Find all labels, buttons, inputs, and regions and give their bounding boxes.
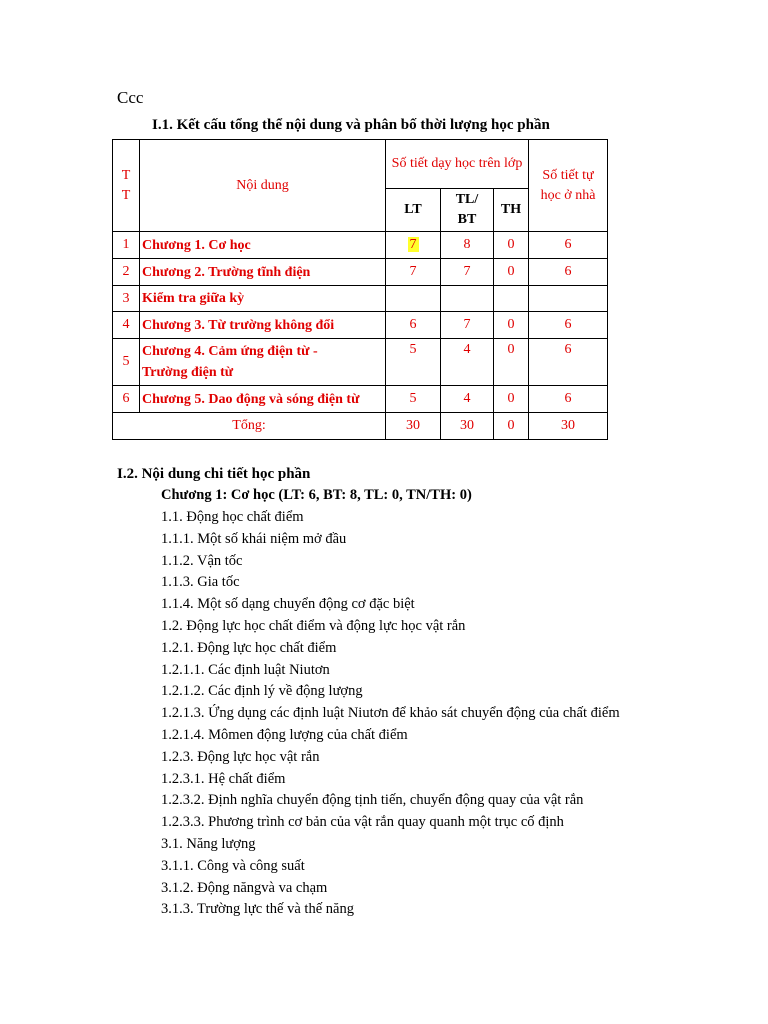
row-th bbox=[494, 339, 529, 386]
header-lt: LT bbox=[386, 189, 441, 232]
row-lt bbox=[386, 386, 441, 413]
row-content-text: Kiểm tra giữa kỳ bbox=[142, 291, 245, 306]
row-number-text: 1 bbox=[122, 237, 130, 252]
row-home bbox=[529, 312, 608, 339]
header-content: Nội dung bbox=[140, 140, 386, 232]
outline-item: 3.1.2. Động năngvà va chạm bbox=[161, 879, 328, 896]
table-row bbox=[113, 232, 608, 259]
row-lt bbox=[386, 312, 441, 339]
row-content-text: Chương 1. Cơ học bbox=[142, 237, 251, 253]
section-2-title: I.2. Nội dung chi tiết học phần bbox=[117, 466, 311, 482]
row-tlbt-text: 7 bbox=[463, 317, 471, 332]
row-tlbt bbox=[441, 312, 494, 339]
row-home-text: 6 bbox=[564, 317, 572, 332]
row-th-text: 0 bbox=[507, 317, 515, 332]
row-lt-text: 7 bbox=[409, 264, 417, 279]
row-content bbox=[140, 259, 386, 286]
row-th-text: 0 bbox=[507, 391, 515, 406]
document-header: Ccc bbox=[117, 88, 144, 107]
row-lt bbox=[386, 339, 441, 386]
row-home bbox=[529, 286, 608, 312]
table-row bbox=[113, 339, 608, 386]
row-lt-text: 6 bbox=[409, 317, 417, 332]
outline-item: 1.1.1. Một số khái niệm mở đầu bbox=[161, 530, 347, 547]
row-th bbox=[494, 386, 529, 413]
row-number-text: 6 bbox=[122, 391, 130, 406]
row-tlbt bbox=[441, 339, 494, 386]
outline-item: 1.2.1. Động lực học chất điểm bbox=[161, 639, 337, 656]
outline-item: 1.1.4. Một số dạng chuyển động cơ đặc biệt bbox=[161, 596, 415, 613]
row-lt bbox=[386, 286, 441, 312]
row-home-text: 6 bbox=[564, 391, 572, 406]
total-label: Tổng: bbox=[113, 413, 386, 440]
row-th bbox=[494, 286, 529, 312]
row-content bbox=[140, 386, 386, 413]
row-number bbox=[113, 286, 140, 312]
row-number-text: 2 bbox=[122, 264, 130, 279]
row-tlbt bbox=[441, 232, 494, 259]
row-th bbox=[494, 312, 529, 339]
outline-item: 1.2.1.4. Mômen động lượng của chất điểm bbox=[161, 726, 408, 743]
row-number bbox=[113, 312, 140, 339]
outline-item: 1.2. Động lực học chất điểm và động lực học vật rắn bbox=[161, 617, 466, 634]
row-lt-text: 5 bbox=[409, 391, 417, 406]
outline-item: 3.1. Năng lượng bbox=[161, 835, 256, 852]
row-tlbt-text: 8 bbox=[463, 237, 471, 252]
row-tlbt bbox=[441, 259, 494, 286]
outline-item: 3.1.3. Trường lực thế và thế năng bbox=[161, 901, 354, 918]
table-row bbox=[113, 259, 608, 286]
outline-item: 1.2.3.2. Định nghĩa chuyển động tịnh tiến, chuyển động quay của vật rắn bbox=[161, 792, 584, 809]
total-tlbt: 30 bbox=[441, 413, 494, 440]
header-tlbt: TL/ BT bbox=[441, 189, 494, 232]
row-content-text: Chương 4. Cảm ứng điện từ - Trường điện từ bbox=[142, 344, 318, 380]
row-number-text: 3 bbox=[122, 290, 130, 306]
row-home-text: 6 bbox=[564, 342, 572, 357]
chapter-1-outline bbox=[161, 507, 620, 921]
row-home-text: 6 bbox=[564, 264, 572, 279]
row-content bbox=[140, 312, 386, 339]
row-tlbt-text: 7 bbox=[463, 264, 471, 279]
row-content bbox=[140, 232, 386, 259]
outline-item: 1.2.1.1. Các định luật Niutơn bbox=[161, 661, 330, 678]
outline-item: 1.2.1.2. Các định lý về động lượng bbox=[161, 683, 363, 700]
row-lt-text: 5 bbox=[409, 342, 417, 357]
header-th: TH bbox=[494, 189, 529, 232]
outline-item: 1.2.1.3. Ứng dụng các định luật Niutơn để khảo sát chuyển động của chất điểm bbox=[161, 705, 620, 722]
row-home-text: 6 bbox=[564, 237, 572, 252]
course-plan-table bbox=[112, 139, 608, 440]
row-tlbt bbox=[441, 286, 494, 312]
row-number bbox=[113, 259, 140, 286]
row-th-text: 0 bbox=[507, 237, 515, 252]
outline-item: 1.2.3.1. Hệ chất điểm bbox=[161, 770, 286, 787]
outline-item: 1.2.3.3. Phương trình cơ bản của vật rắn quay quanh một trục cố định bbox=[161, 814, 564, 831]
row-content-text: Chương 5. Dao động và sóng điện từ bbox=[142, 391, 360, 407]
row-lt bbox=[386, 232, 441, 259]
row-number bbox=[113, 386, 140, 413]
outline-item: 1.2.3. Động lực học vật rắn bbox=[161, 748, 320, 765]
row-th bbox=[494, 232, 529, 259]
row-content bbox=[140, 339, 386, 386]
section-1-title: I.1. Kết cấu tổng thể nội dung và phân bố thời lượng học phần bbox=[152, 117, 550, 133]
row-content bbox=[140, 286, 386, 312]
chapter-1-title: Chương 1: Cơ học (LT: 6, BT: 8, TL: 0, TN/TH: 0) bbox=[161, 487, 472, 503]
table-row bbox=[113, 312, 608, 339]
row-home bbox=[529, 386, 608, 413]
row-lt bbox=[386, 259, 441, 286]
header-class-hours: Số tiết dạy học trên lớp bbox=[386, 140, 529, 189]
row-th-text: 0 bbox=[507, 264, 515, 279]
outline-item: 1.1.3. Gia tốc bbox=[161, 574, 240, 591]
total-home: 30 bbox=[529, 413, 608, 440]
row-home bbox=[529, 259, 608, 286]
row-th-text: 0 bbox=[507, 342, 515, 357]
row-home bbox=[529, 232, 608, 259]
row-number bbox=[113, 339, 140, 386]
outline-item: 1.1.2. Vận tốc bbox=[161, 552, 243, 569]
row-content-text: Chương 2. Trường tĩnh điện bbox=[142, 264, 311, 280]
row-tlbt-text: 4 bbox=[463, 342, 471, 357]
row-content-text: Chương 3. Từ trường không đổi bbox=[142, 317, 335, 333]
row-tlbt bbox=[441, 386, 494, 413]
total-th: 0 bbox=[494, 413, 529, 440]
row-number-text: 4 bbox=[122, 317, 130, 332]
table-row bbox=[113, 286, 608, 312]
row-tlbt-text: 4 bbox=[463, 391, 471, 406]
header-self-study: Số tiết tự học ở nhà bbox=[529, 140, 608, 232]
row-number bbox=[113, 232, 140, 259]
row-th bbox=[494, 259, 529, 286]
table-row bbox=[113, 386, 608, 413]
total-lt: 30 bbox=[386, 413, 441, 440]
row-lt-text: 7 bbox=[409, 237, 417, 252]
row-home bbox=[529, 339, 608, 386]
header-tt: T T bbox=[113, 140, 140, 232]
outline-item: 3.1.1. Công và công suất bbox=[161, 857, 305, 874]
row-number-text: 5 bbox=[122, 354, 130, 369]
outline-item: 1.1. Động học chất điểm bbox=[161, 509, 304, 525]
